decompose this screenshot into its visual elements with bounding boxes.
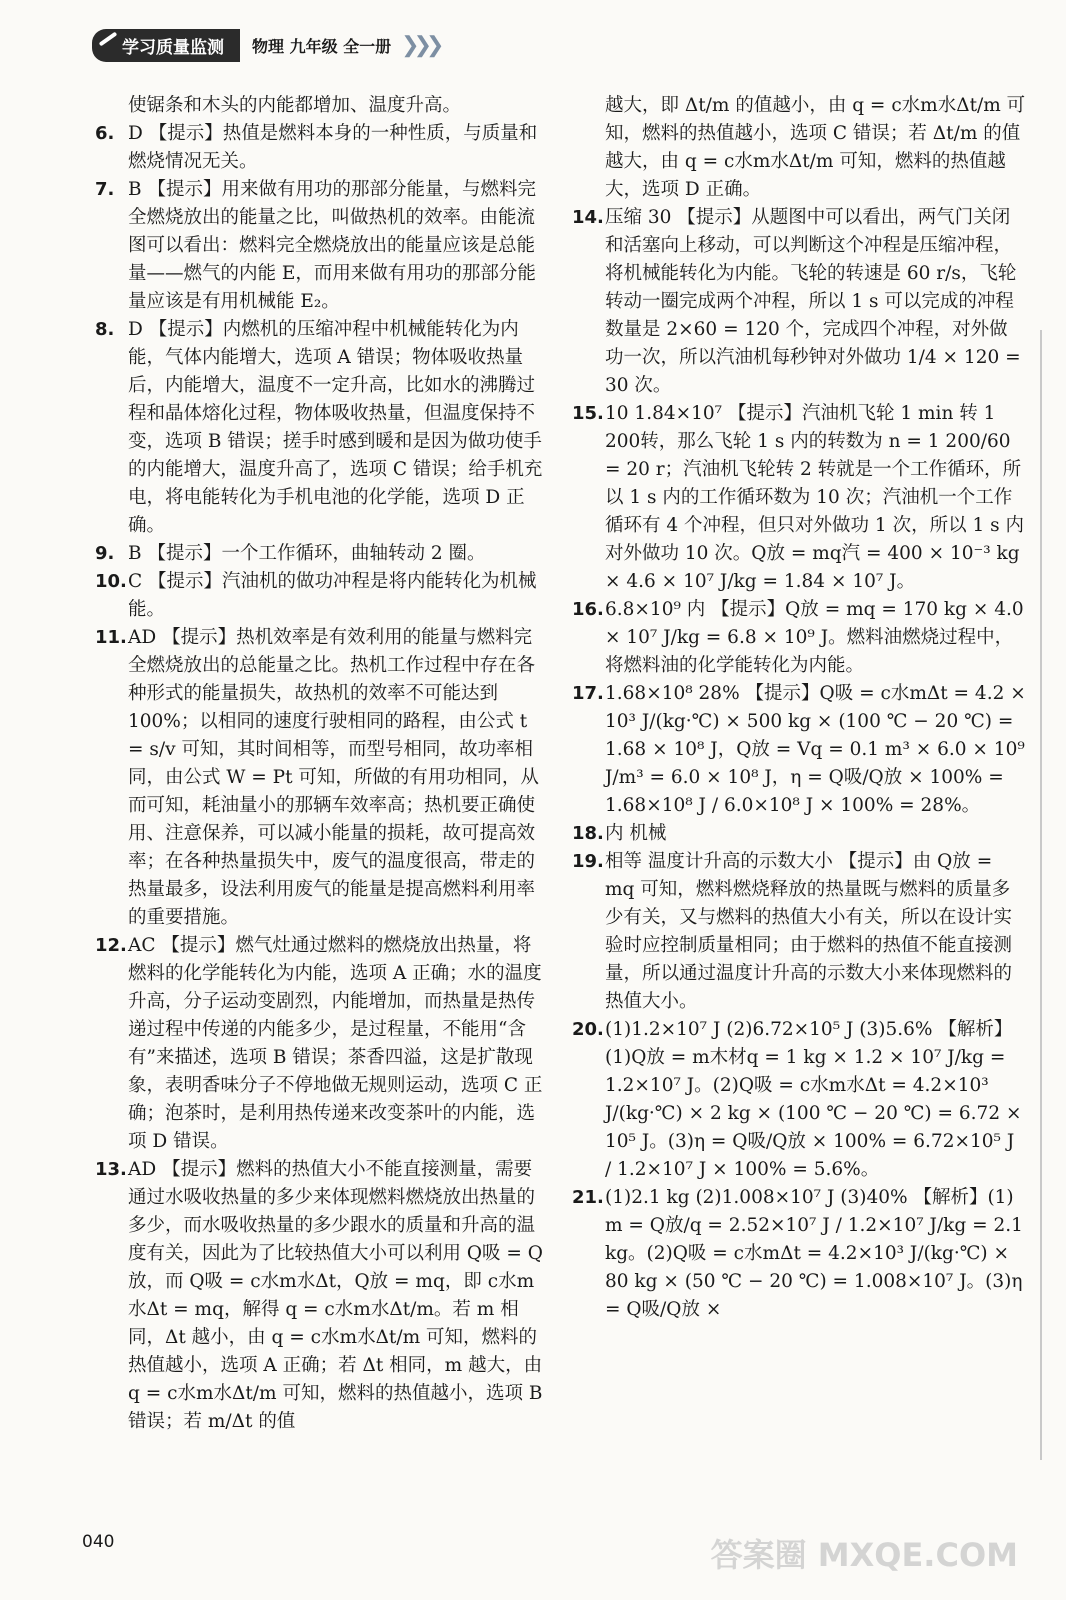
- pen-icon: [99, 31, 118, 46]
- answer-text: 相等 温度计升高的示数大小 【提示】由 Q放 = mq 可知，燃料燃烧释放的热量既与燃料的质量多少有关，又与燃料的热值大小有关，所以在设计实验时应控制质量相同；由于燃料的热值不能直接测量，所以通过温度计升高的示数大小来体现燃料的热值大小。: [605, 851, 1013, 1012]
- answer-number: 11.: [95, 627, 127, 648]
- answer-text: 6.8×10⁹ 内 【提示】Q放 = mq = 170 kg × 4.0 × 10⁷ J/kg = 6.8 × 10⁹ J。燃料油燃烧过程中，将燃料油的化学能转化为内能。: [605, 599, 1024, 676]
- answer-number: 21.: [572, 1187, 604, 1208]
- answer-item: [95, 540, 545, 568]
- answer-item: [572, 400, 1026, 596]
- answer-number: 13.: [95, 1159, 127, 1180]
- answer-number: 12.: [95, 935, 127, 956]
- answer-text: D 【提示】热值是燃料本身的一种性质，与质量和燃烧情况无关。: [128, 123, 538, 172]
- header-badge: 学习质量监测: [92, 29, 240, 62]
- answer-item: [95, 176, 545, 316]
- answer-number: 18.: [572, 823, 604, 844]
- answer-text: AD 【提示】热机效率是有效利用的能量与燃料完全燃烧放出的总能量之比。热机工作过程中存在各种形式的能量损失，故热机的效率不可能达到 100%；以相同的速度行驶相同的路程，由公式 t = s/v 可知，其时间相等，而型号相同，故功率相同，由公式 W = Pt 可知，所做的有用功相同，从而可知，耗油量小的那辆车效率高；热机要正确使用、注意保养，可以减小能量的损耗，故可提高效率；在各种热量损失中，废气的温度很高，带走的热量最多，设法利用废气的能量是提高燃料利用率的重要措施。: [128, 627, 539, 928]
- answer-item: [95, 316, 545, 540]
- answer-text: D 【提示】内燃机的压缩冲程中机械能转化为内能，气体内能增大，选项 A 错误；物体吸收热量后，内能增大，温度不一定升高，比如水的沸腾过程和晶体熔化过程，物体吸收热量，但温度保持不变，选项 B 错误；搓手时感到暖和是因为做功使手的内能增大，温度升高了，选项 C 错误；给手机充电，将电能转化为手机电池的化学能，选项 D 正确。: [128, 319, 543, 536]
- right-column: [572, 92, 1026, 1324]
- answer-number: 10.: [95, 571, 127, 592]
- answer-number: 8.: [95, 319, 115, 340]
- answer-text: B 【提示】用来做有用功的那部分能量，与燃料完全燃烧放出的能量之比，叫做热机的效率。由能流图可以看出：燃料完全燃烧放出的能量应该是总能量——燃气的内能 E，而用来做有用功的那部分能量应该是有用机械能 E₂。: [128, 179, 536, 312]
- answer-text: 压缩 30 【提示】从题图中可以看出，两气门关闭和活塞向上移动，可以判断这个冲程是压缩冲程，将机械能转化为内能。飞轮的转速是 60 r/s，飞轮转动一圈完成两个冲程，所以 1 s 可以完成的冲程数量是 2×60 = 120 个，完成四个冲程，对外做功一次，所以汽油机每秒钟对外做功 1/4 × 120 = 30 次。: [605, 207, 1021, 396]
- answer-text: C 【提示】汽油机的做功冲程是将内能转化为机械能。: [128, 571, 537, 620]
- answer-text: AD 【提示】燃料的热值大小不能直接测量，需要通过水吸收热量的多少来体现燃料燃烧放出热量的多少，而水吸收热量的多少跟水的质量和升高的温度有关，因此为了比较热值大小可以利用 Q吸 = Q放，而 Q吸 = c水m水Δt，Q放 = mq，即 c水m水Δt = mq，解得 q = c水m水Δt/m。若 m 相同，Δt 越小，由 q = c水m水Δt/m 可知，燃料的热值越小，选项 A 正确；若 Δt 相同，m 越大，由 q = c水m水Δt/m 可知，燃料的热值越小，选项 B 错误；若 m/Δt 的值: [128, 1159, 543, 1432]
- header-subject: 物理 九年级 全一册: [252, 36, 392, 56]
- answer-number: 16.: [572, 599, 604, 620]
- answer-continuation: 越大，即 Δt/m 的值越小，由 q = c水m水Δt/m 可知，燃料的热值越小，选项 C 错误；若 Δt/m 的值越大，由 q = c水m水Δt/m 可知，燃料的热值越大，选项 D 正确。: [605, 95, 1026, 200]
- page-edge-rule: [1040, 330, 1042, 1460]
- answer-item: [572, 680, 1026, 820]
- answer-text: (1)2.1 kg (2)1.008×10⁷ J (3)40% 【解析】(1) m = Q放/q = 2.52×10⁷ J / 1.2×10⁷ J/kg = 2.1 kg。(2)Q吸 = c水mΔt = 4.2×10³ J/(kg·℃) × 80 kg × (50 ℃ − 20 ℃) = 1.008×10⁷ J。(3)η = Q吸/Q放 ×: [605, 1187, 1023, 1320]
- answer-number: 19.: [572, 851, 604, 872]
- chevron-right-icon: ❯❯❯: [401, 32, 439, 58]
- answer-item: [572, 596, 1026, 680]
- answer-number: 20.: [572, 1019, 604, 1040]
- answer-text: 内 机械: [605, 823, 667, 844]
- answer-number: 14.: [572, 207, 604, 228]
- page-number: 040: [82, 1532, 115, 1552]
- answer-number: 6.: [95, 123, 115, 144]
- answer-number: 9.: [95, 543, 115, 564]
- answer-item: [572, 1184, 1026, 1324]
- watermark-logo: 答案圈 MXQE.COM: [710, 1536, 1018, 1574]
- answer-number: 17.: [572, 683, 604, 704]
- left-column: [95, 92, 545, 1436]
- answer-text: 10 1.84×10⁷ 【提示】汽油机飞轮 1 min 转 1 200转，那么飞轮 1 s 内的转数为 n = 1 200/60 = 20 r；汽油机飞轮转 2 转就是一个工作循环，所以 1 s 内的工作循环数为 10 次；汽油机一个工作循环有 4 个冲程，但只对外做功 1 次，所以 1 s 内对外做功 10 次。Q放 = mq汽 = 400 × 10⁻³ kg × 4.6 × 10⁷ J/kg = 1.84 × 10⁷ J。: [605, 403, 1024, 592]
- answer-text: AC 【提示】燃气灶通过燃料的燃烧放出热量，将燃料的化学能转化为内能，选项 A 正确；水的温度升高，分子运动变剧烈，内能增加，而热量是热传递过程中传递的内能多少，是过程量，不能用“含有”来描述，选项 B 错误；茶香四溢，这是扩散现象，表明香味分子不停地做无规则运动，选项 C 正确；泡茶时，是利用热传递来改变茶叶的内能，选项 D 错误。: [128, 935, 543, 1152]
- page-header: [92, 30, 438, 60]
- answer-item: [95, 120, 545, 176]
- answer-item: [95, 568, 545, 624]
- answer-item: [95, 1156, 545, 1436]
- answer-continuation: 使锯条和木头的内能都增加、温度升高。: [128, 95, 462, 116]
- answer-number: 7.: [95, 179, 115, 200]
- answer-text: (1)1.2×10⁷ J (2)6.72×10⁵ J (3)5.6% 【解析】(1)Q放 = m木材q = 1 kg × 1.2 × 10⁷ J/kg = 1.2×10⁷ J。(2)Q吸 = c水m水Δt = 4.2×10³ J/(kg·℃) × 2 kg × (100 ℃ − 20 ℃) = 6.72 × 10⁵ J。(3)η = Q吸/Q放 × 100% = 6.72×10⁵ J / 1.2×10⁷ J × 100% = 5.6%。: [605, 1019, 1022, 1180]
- answer-number: 15.: [572, 403, 604, 424]
- answer-item: [95, 624, 545, 932]
- answer-item: [572, 1016, 1026, 1184]
- answer-item: [572, 820, 1026, 848]
- answer-text: B 【提示】一个工作循环，曲轴转动 2 圈。: [128, 543, 486, 564]
- answer-item: [95, 932, 545, 1156]
- answer-item: [572, 848, 1026, 1016]
- answer-text: 1.68×10⁸ 28% 【提示】Q吸 = c水mΔt = 4.2 × 10³ J/(kg·℃) × 500 kg × (100 ℃ − 20 ℃) = 1.68 × 10⁸ J，Q放 = Vq = 0.1 m³ × 6.0 × 10⁹ J/m³ = 6.0 × 10⁸ J，η = Q吸/Q放 × 100% = 1.68×10⁸ J / 6.0×10⁸ J × 100% = 28%。: [605, 683, 1026, 816]
- answer-item: [572, 204, 1026, 400]
